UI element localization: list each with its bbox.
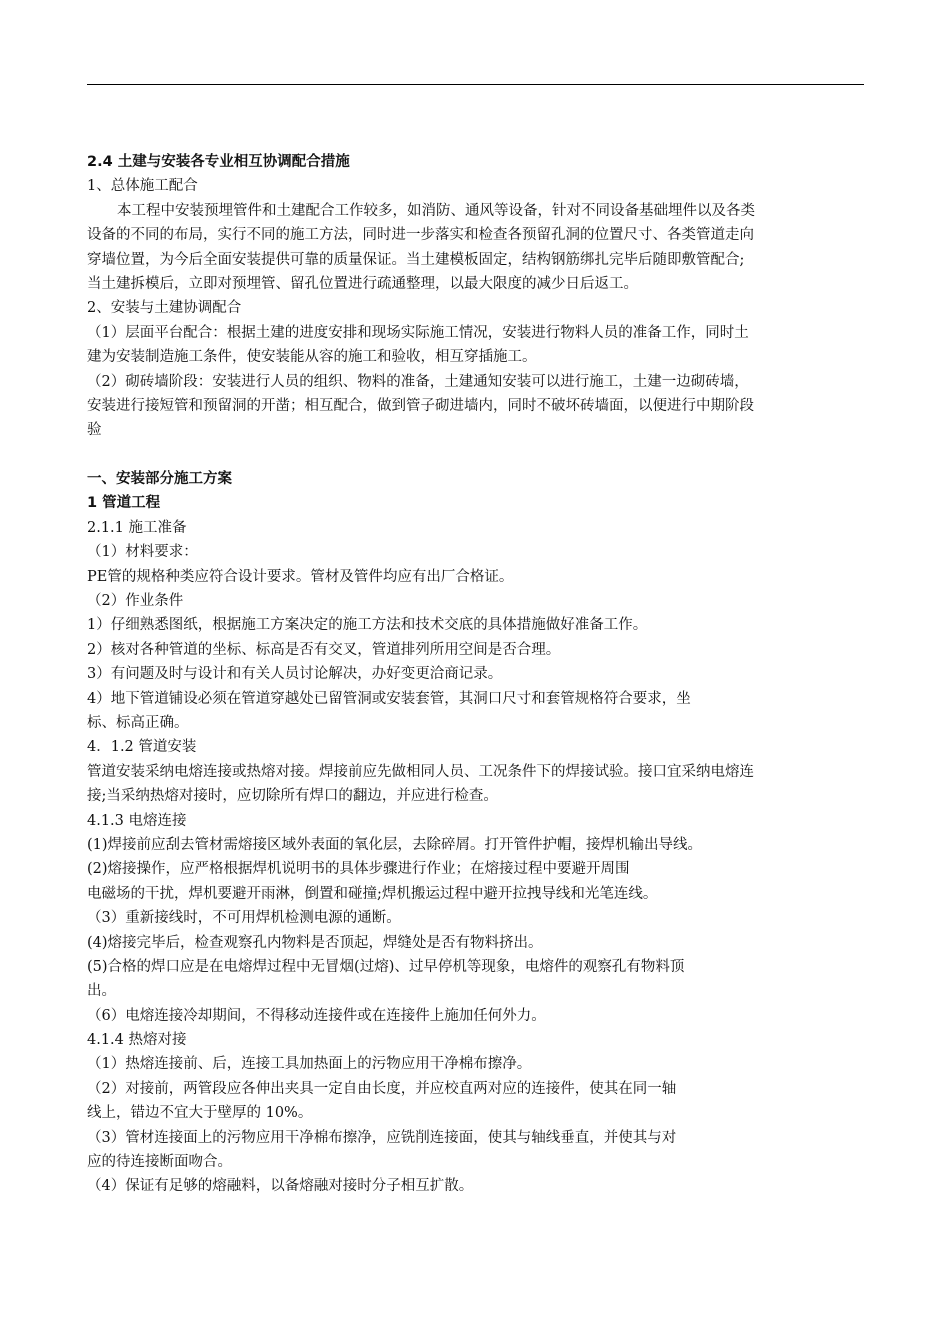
text-line: 电磁场的干扰，焊机要避开雨淋，倒置和碰撞;焊机搬运过程中避开拉拽导线和光笔连线。 — [87, 885, 658, 902]
text-line: （2）对接前，两管段应各伸出夹具一定自由长度，并应校直两对应的连接件，使其在同一轴 — [87, 1080, 677, 1097]
text-line: （4）保证有足够的熔融料，以备熔融对接时分子相互扩散。 — [87, 1178, 474, 1195]
text-line: 应的待连接断面吻合。 — [87, 1154, 232, 1171]
text-line: （1）热熔连接前、后，连接工具加热面上的污物应用干净棉布擦净。 — [87, 1056, 532, 1073]
section-heading: 一、安装部分施工方案 — [87, 471, 232, 488]
text-line: 4．1.2 管道安装 — [87, 739, 197, 756]
text-line: （1）层面平台配合：根据土建的进度安排和现场实际施工情况，安装进行物料人员的准备工作，同时土 — [87, 324, 749, 341]
text-line: 建为安装制造施工条件，使安装能从容的施工和验收，相互穿插施工。 — [87, 349, 537, 366]
text-line: 3）有问题及时与设计和有关人员讨论解决，办好变更洽商记录。 — [87, 666, 503, 683]
text-line: 2）核对各种管道的坐标、标高是否有交叉，管道排列所用空间是否合理。 — [87, 641, 561, 658]
text-line: 接;当采纳热熔对接时，应切除所有焊口的翻边，并应进行检查。 — [87, 788, 498, 805]
text-line: 设备的不同的布局，实行不同的施工方法，同时进一步落实和检查各预留孔洞的位置尺寸、各类管道走向 — [87, 227, 754, 244]
text-line: 1、总体施工配合 — [87, 178, 198, 195]
text-line: 穿墙位置，为今后全面安装提供可靠的质量保证。当土建模板固定，结构钢筋绑扎完毕后随即敷管配合; — [87, 251, 745, 268]
text-line: 管道安装采纳电熔连接或热熔对接。焊接前应先做相同人员、工况条件下的焊接试验。接口宜采纳电熔连 — [87, 763, 754, 780]
text-line: 当土建拆模后，立即对预埋管、留孔位置进行疏通整理，以最大限度的减少日后返工。 — [87, 275, 638, 292]
text-line: （3）重新接线时，不可用焊机检测电源的通断。 — [87, 910, 401, 927]
text-line: (2)熔接操作，应严格根据焊机说明书的具体步骤进行作业；在熔接过程中要避开周围 — [87, 861, 630, 878]
text-line: 1）仔细熟悉图纸，根据施工方案决定的施工方法和技术交底的具体措施做好准备工作。 — [87, 617, 648, 634]
text-line: （6）电熔连接冷却期间，不得移动连接件或在连接件上施加任何外力。 — [87, 1007, 546, 1024]
text-line: 标、标高正确。 — [87, 714, 189, 731]
section-heading: 2.4 土建与安装各专业相互协调配合措施 — [87, 154, 350, 170]
header-rule — [87, 84, 864, 85]
text-line: 安装进行接短管和预留洞的开凿；相互配合，做到管子砌进墙内，同时不破坏砖墙面，以便进行中期阶段 — [87, 397, 754, 414]
document-body — [87, 150, 877, 1199]
text-line: 出。 — [87, 983, 116, 1000]
text-line: PE管的规格种类应符合设计要求。管材及管件均应有出厂合格证。 — [87, 568, 514, 585]
text-line: 验 — [87, 422, 102, 439]
text-line: （2）砌砖墙阶段：安装进行人员的组织、物料的准备，土建通知安装可以进行施工，土建一边砌砖墙， — [87, 373, 749, 390]
text-line: 本工程中安装预埋管件和土建配合工作较多，如消防、通风等设备，针对不同设备基础埋件以及各类 — [117, 202, 755, 219]
text-line: （2）作业条件 — [87, 593, 184, 610]
text-line: 4）地下管道铺设必须在管道穿越处已留管洞或安装套管，其洞口尺寸和套管规格符合要求，坐 — [87, 690, 691, 707]
text-line: 2.1.1 施工准备 — [87, 519, 187, 536]
text-line: 4.1.4 热熔对接 — [87, 1032, 187, 1049]
text-line: (4)熔接完毕后，检查观察孔内物料是否顶起，焊缝处是否有物料挤出。 — [87, 934, 543, 951]
text-line: （3）管材连接面上的污物应用干净棉布擦净，应铣削连接面，使其与轴线垂直，并使其与对 — [87, 1129, 677, 1146]
blank-line — [87, 443, 877, 467]
text-line: (1)焊接前应刮去管材需熔接区域外表面的氧化层，去除碎屑。打开管件护帽，接焊机输出导线。 — [87, 836, 703, 853]
section-heading: 1 管道工程 — [87, 495, 161, 512]
text-line: (5)合格的焊口应是在电熔焊过程中无冒烟(过熔)、过早停机等现象，电熔件的观察孔有物料顶 — [87, 958, 685, 975]
text-line: 2、安装与土建协调配合 — [87, 300, 242, 317]
text-line: （1）材料要求： — [87, 544, 198, 561]
text-line: 4.1.3 电熔连接 — [87, 812, 187, 829]
text-line: 线上，错边不宜大于壁厚的 10%。 — [87, 1105, 313, 1122]
